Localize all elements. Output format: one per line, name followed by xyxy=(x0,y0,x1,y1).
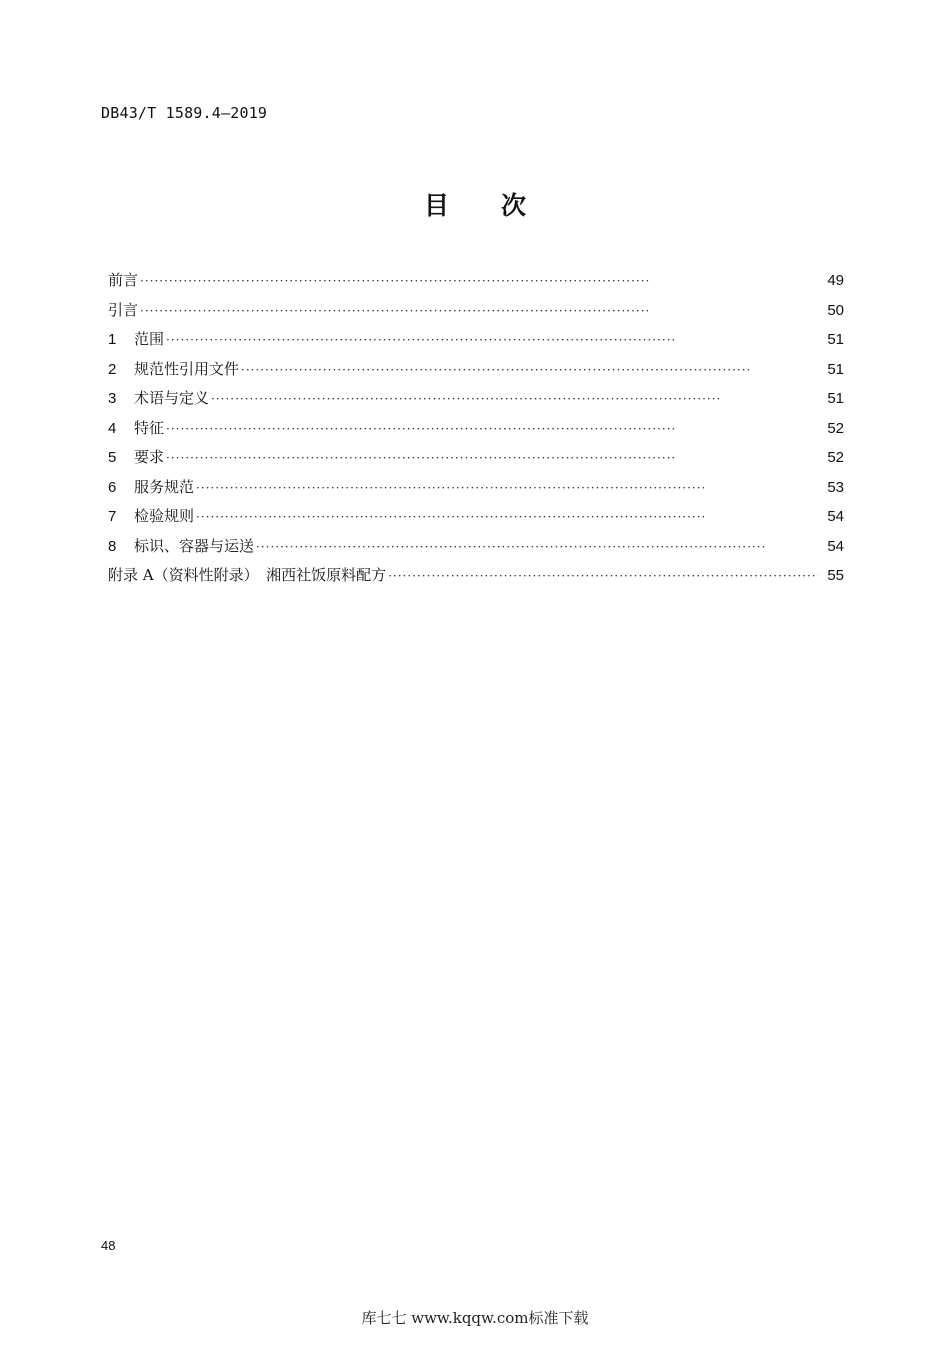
standard-code: DB43/T 1589.4—2019 xyxy=(101,104,268,122)
toc-entry-number: 8 xyxy=(108,537,117,555)
toc-entry-4[interactable] xyxy=(108,417,844,447)
toc-entry-appendix-a[interactable] xyxy=(108,564,844,594)
toc-entry-foreword[interactable] xyxy=(108,269,844,299)
toc-entry-label: 范围 xyxy=(134,330,165,348)
toc-entry-number: 1 xyxy=(108,331,117,348)
toc-leader-dots xyxy=(166,422,818,436)
page-title xyxy=(0,186,950,222)
toc-leader-dots xyxy=(166,451,818,465)
toc-entry-7[interactable] xyxy=(108,505,844,535)
toc-entry-page: 51 xyxy=(827,390,844,407)
toc-entry-number: 3 xyxy=(108,390,117,407)
toc-entry-number: 7 xyxy=(108,508,117,525)
toc-entry-label: 规范性引用文件 xyxy=(134,359,240,378)
toc-entry-number: 2 xyxy=(108,360,117,378)
toc-entry-number: 6 xyxy=(108,478,117,496)
toc-entry-page: 52 xyxy=(827,419,844,437)
title-char-2: 次 xyxy=(501,191,527,220)
toc-entry-page: 52 xyxy=(827,449,844,466)
toc-entry-page: 50 xyxy=(827,301,844,319)
toc-entry-label: 前言 xyxy=(108,271,139,289)
toc-entry-1[interactable] xyxy=(108,328,844,358)
toc-leader-dots xyxy=(388,569,818,583)
toc-entry-8[interactable] xyxy=(108,535,844,565)
toc-entry-6[interactable] xyxy=(108,476,844,506)
toc-leader-dots xyxy=(166,333,818,347)
page-number: 48 xyxy=(101,1238,116,1253)
toc-entry-label: 附录 A（资料性附录） 湘西社饭原料配方 xyxy=(108,566,387,584)
toc-entry-label: 标识、容器与运送 xyxy=(134,536,255,555)
toc-entry-5[interactable] xyxy=(108,446,844,476)
toc-entry-page: 53 xyxy=(827,478,844,496)
toc-entry-number: 4 xyxy=(108,419,117,437)
toc-entry-label: 特征 xyxy=(134,418,165,437)
title-char-1: 目 xyxy=(423,191,449,220)
table-of-contents xyxy=(108,269,844,594)
toc-leader-dots xyxy=(140,304,818,318)
toc-leader-dots xyxy=(241,363,818,377)
toc-leader-dots xyxy=(196,481,818,495)
toc-entry-page: 54 xyxy=(827,537,844,555)
toc-leader-dots xyxy=(256,540,818,554)
toc-entry-page: 54 xyxy=(827,508,844,525)
toc-entry-number: 5 xyxy=(108,449,117,466)
toc-entry-2[interactable] xyxy=(108,358,844,388)
footer-watermark: 库七七 www.kqqw.com标准下载 xyxy=(361,1309,589,1327)
toc-entry-label: 要求 xyxy=(134,448,165,466)
toc-leader-dots xyxy=(211,392,818,406)
toc-entry-page: 55 xyxy=(827,567,844,584)
toc-leader-dots xyxy=(196,510,818,524)
toc-entry-label: 检验规则 xyxy=(134,507,195,525)
toc-entry-3[interactable] xyxy=(108,387,844,417)
toc-entry-page: 51 xyxy=(827,331,844,348)
toc-entry-page: 51 xyxy=(827,360,844,378)
toc-entry-label: 服务规范 xyxy=(134,477,195,496)
toc-entry-label: 术语与定义 xyxy=(134,389,210,407)
toc-leader-dots xyxy=(140,274,818,288)
toc-entry-label: 引言 xyxy=(108,300,139,319)
toc-entry-introduction[interactable] xyxy=(108,299,844,329)
toc-entry-page: 49 xyxy=(827,272,844,289)
